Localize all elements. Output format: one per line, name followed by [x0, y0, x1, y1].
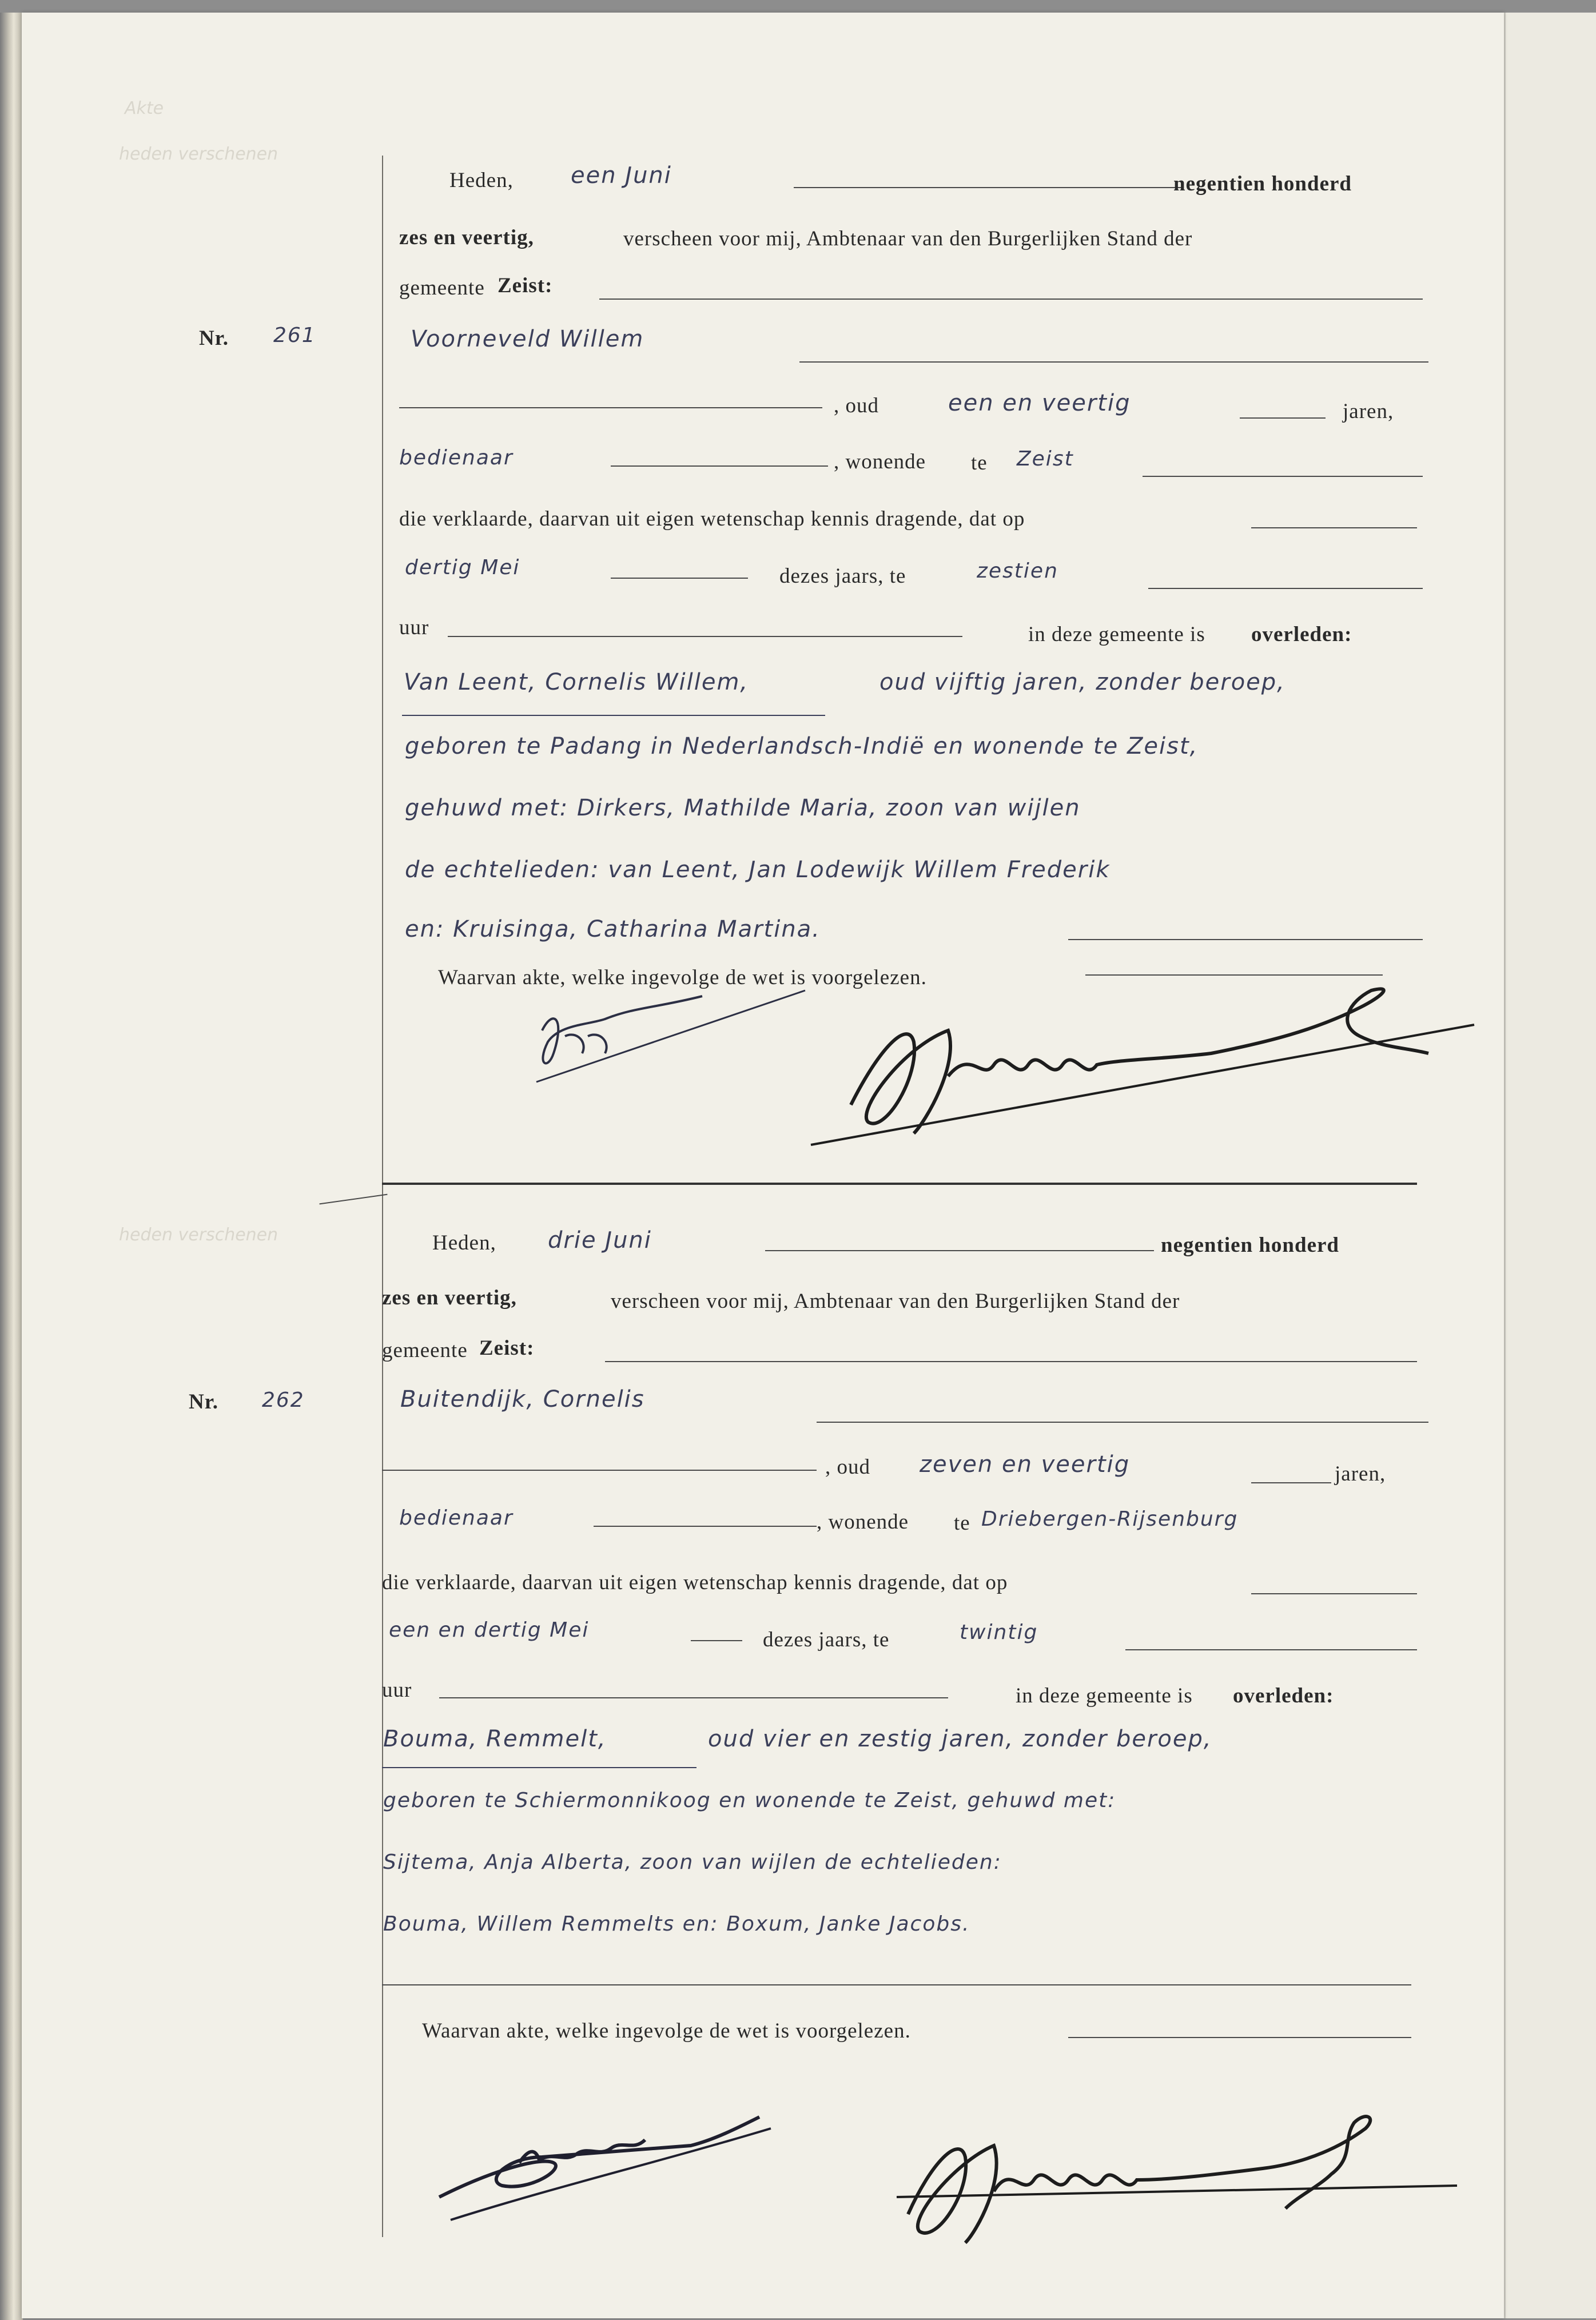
declarant-name: Voorneveld Willem	[411, 326, 644, 352]
heden-label: Heden,	[449, 169, 514, 192]
year-label-a: negentien honderd	[1173, 172, 1352, 196]
heden-label-2: Heden,	[432, 1231, 496, 1255]
declarant-occupation-2: bedienaar	[399, 1506, 514, 1530]
entry-date-2: drie Juni	[548, 1227, 652, 1253]
deceased-text-2-4: Bouma, Willem Remmelts en: Boxum, Janke Jacobs.	[383, 1912, 970, 1936]
waarvan-text-2: Waarvan akte, welke ingevolge de wet is voorgelezen.	[422, 2019, 911, 2043]
declarant-residence-2: Driebergen-Rijsenburg	[981, 1507, 1239, 1531]
entry-number-2: 262	[262, 1388, 305, 1412]
oud-label: , oud	[834, 394, 879, 417]
year-label-b: zes en veertig,	[399, 226, 534, 249]
jaren-label-2: jaren,	[1335, 1462, 1386, 1486]
nr-label: Nr.	[199, 327, 229, 350]
death-day-2: een en dertig Mei	[389, 1618, 590, 1642]
waarvan-text: Waarvan akte, welke ingevolge de wet is voorgelezen.	[438, 966, 927, 989]
deceased-text-2-3: Sijtema, Anja Alberta, zoon van wijlen de echtelieden:	[383, 1851, 1002, 1874]
entry-date: een Juni	[571, 162, 672, 189]
signature-declarant-1	[519, 973, 839, 1122]
death-hour-2: twintig	[960, 1621, 1038, 1644]
uur-label-2: uur	[382, 1678, 412, 1702]
overleden-label: overleden:	[1251, 623, 1352, 646]
entry-separator	[382, 1183, 1417, 1185]
next-page-edge	[1504, 13, 1596, 2318]
declarant-name-2: Buitendijk, Cornelis	[400, 1386, 645, 1412]
deceased-text-2-1: oud vier en zestig jaren, zonder beroep,	[708, 1726, 1212, 1752]
dezes-label: dezes jaars, te	[779, 564, 906, 588]
register-page: Akte heden verschenen heden verschenen Heden, een Juni negentien honderd zes en veertig, verscheen voor mij, Ambtenaar van den Burgerlijken Stand der gemeente Zeist: Nr. 261 Voorneveld Willem , oud een en veertig jaren, bedienaar , wonende te Zeist die verklaarde, daarvan uit eigen wetenschap kennis dragende, dat op dertig Mei dezes jaars, te zestien uur in deze gemeente is overleden: Van Leent, Cornelis Willem, oud vijftig jaren, zonder beroep, geboren te Padang in Nederlandsch-Indië en wonende te Zeist, gehuwd met: Dirkers, Mathilde Maria, zoon van wijlen de echtelieden: van Leent, Jan Lodewijk Willem Frederik en: Kruisinga, Catharina Martina. Waarvan akte, welke ingevolge de wet is voorgelezen. Heden, drie Juni negentien honderd zes en veertig, verscheen voor mij, Ambtenaar van den Burgerlijken Stand der gemeente Zeist: Nr. 262 Buitendijk, Cornelis , oud zeven en veertig jaren, bedienaar , wonende te Driebergen-Rijsenburg die verklaarde, daarvan uit eigen wetenschap kennis dragende, dat op een en dertig Mei dezes jaars, te twintig uur in deze gemeente is overleden: Bouma, Remmelt, oud vier en zestig jaren, zonder beroep, geboren te Schiermonnikoog en wonende te Zeist, gehuwd met: Sijtema, Anja Alberta, zoon van wijlen de echtelieden: Bouma, Willem Remmelts en: Boxum, Janke Jacobs. Waarvan akte, welke ingevolge de wet is voorgelezen.	[22, 13, 1504, 2318]
signature-declarant-2	[416, 2083, 782, 2231]
in-deze-label: in deze gemeente is	[1028, 623, 1205, 646]
nr-label-2: Nr.	[189, 1390, 218, 1414]
signature-official-1	[799, 962, 1486, 1168]
deceased-name-2: Bouma, Remmelt,	[383, 1726, 607, 1752]
deceased-text-5: en: Kruisinga, Catharina Martina.	[405, 916, 821, 942]
declarant-occupation: bedienaar	[399, 446, 514, 469]
year-label-a-2: negentien honderd	[1161, 1233, 1340, 1257]
death-hour: zestien	[977, 559, 1058, 583]
uur-label: uur	[399, 616, 429, 639]
gemeente-label-2: gemeente	[382, 1339, 468, 1362]
signature-official-2	[862, 2083, 1468, 2254]
in-deze-label-2: in deze gemeente is	[1016, 1684, 1193, 1708]
oud-label-2: , oud	[825, 1455, 870, 1479]
te-label-2: te	[954, 1511, 970, 1535]
te-label: te	[971, 451, 988, 475]
wonende-label-2: , wonende	[817, 1510, 909, 1534]
gemeente-name-2: Zeist:	[479, 1336, 535, 1360]
death-day: dertig Mei	[405, 556, 520, 579]
wonende-label: , wonende	[834, 450, 926, 473]
declarant-residence: Zeist	[1017, 447, 1074, 471]
deceased-text-2: geboren te Padang in Nederlandsch-Indië en wonende te Zeist,	[405, 733, 1199, 759]
verscheen-text-2: verscheen voor mij, Ambtenaar van den Burgerlijken Stand der	[611, 1290, 1180, 1313]
book-top-edge	[0, 0, 1596, 13]
verklaarde-text-2: die verklaarde, daarvan uit eigen wetenschap kennis dragende, dat op	[382, 1571, 1008, 1594]
deceased-text-2-2: geboren te Schiermonnikoog en wonende te Zeist, gehuwd met:	[383, 1789, 1116, 1812]
verklaarde-text: die verklaarde, daarvan uit eigen wetenschap kennis dragende, dat op	[399, 507, 1025, 531]
deceased-text-4: de echtelieden: van Leent, Jan Lodewijk Willem Frederik	[405, 857, 1111, 883]
deceased-text-3: gehuwd met: Dirkers, Mathilde Maria, zoon van wijlen	[405, 795, 1081, 821]
overleden-label-2: overleden:	[1233, 1684, 1334, 1708]
gemeente-name: Zeist:	[497, 274, 553, 297]
jaren-label: jaren,	[1343, 400, 1394, 423]
entry-number: 261	[273, 324, 316, 347]
book-edge	[0, 0, 23, 2320]
gemeente-label: gemeente	[399, 276, 485, 300]
dezes-label-2: dezes jaars, te	[763, 1628, 890, 1652]
year-label-b-2: zes en veertig,	[382, 1286, 517, 1310]
deceased-text-1: oud vijftig jaren, zonder beroep,	[879, 669, 1285, 695]
declarant-age: een en veertig	[948, 390, 1131, 416]
verscheen-text: verscheen voor mij, Ambtenaar van den Burgerlijken Stand der	[623, 227, 1193, 250]
declarant-age-2: zeven en veertig	[920, 1451, 1131, 1478]
deceased-name: Van Leent, Cornelis Willem,	[404, 669, 749, 695]
